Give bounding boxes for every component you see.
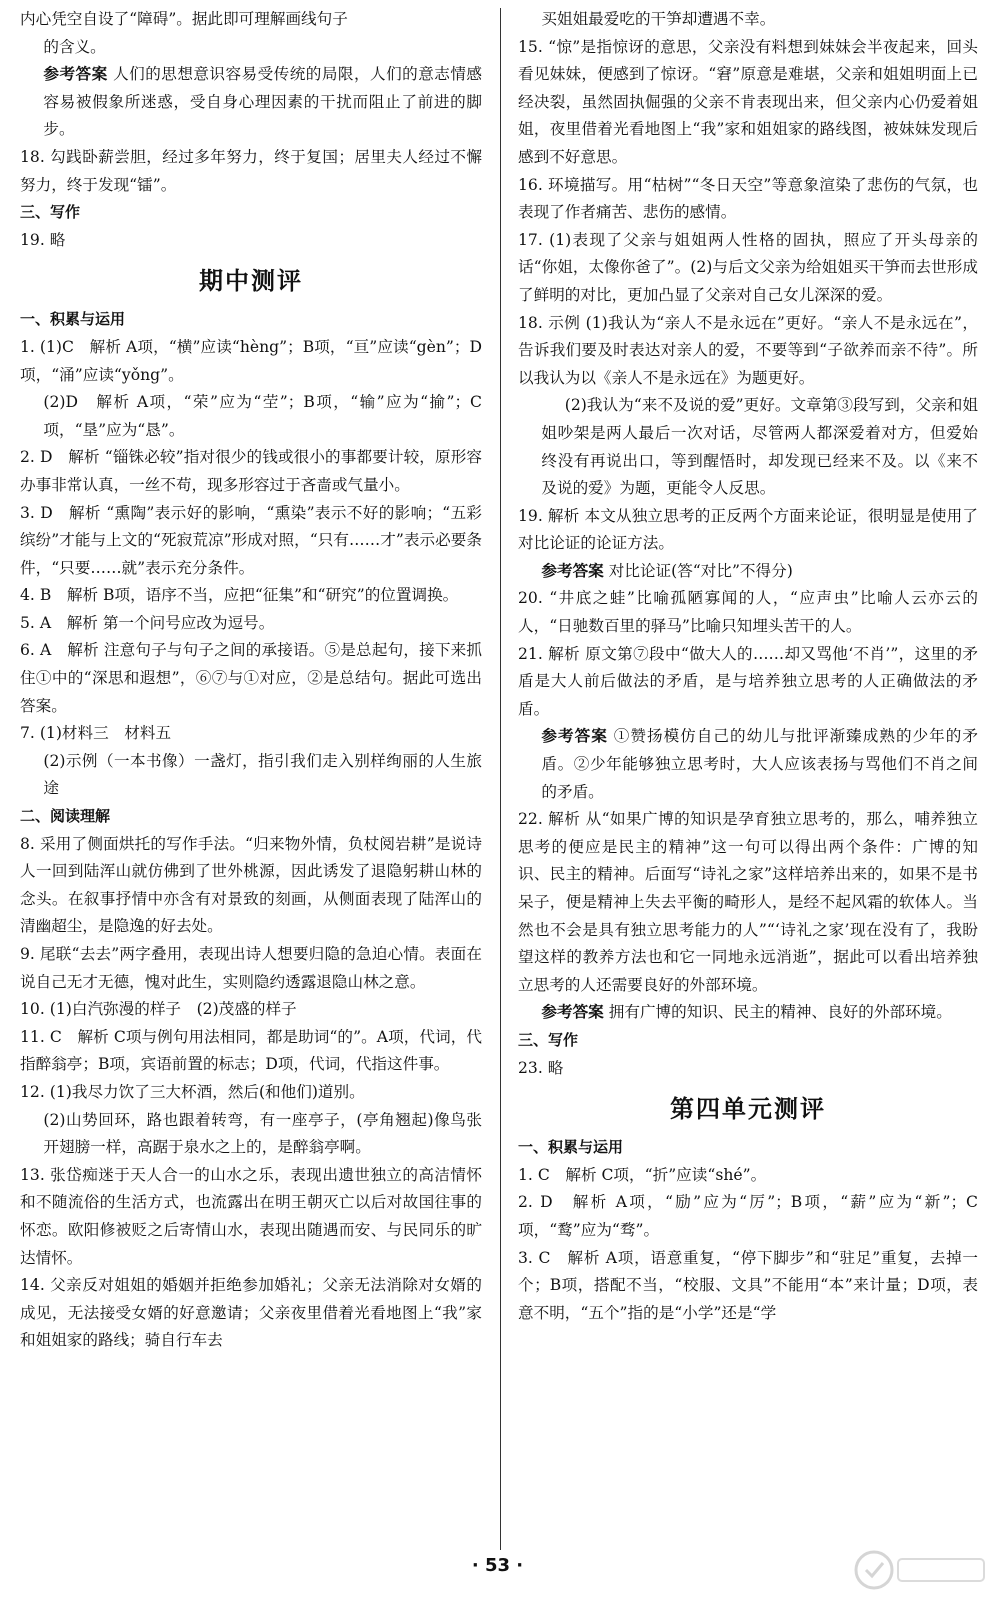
column-divider: [500, 8, 501, 1550]
question-12b: (2)山势回环，路也跟着转弯，有一座亭子，(亭角翘起)像鸟张开翅膀一样，高踞于泉水之上的，是醉翁亭啊。: [43, 1110, 482, 1157]
question-19: 19. 略: [20, 230, 66, 249]
question-5: 5. A 解析 第一个问号应改为逗号。: [20, 613, 275, 632]
section-heading: 三、写作: [518, 1030, 579, 1049]
question-8: 8. 采用了侧面烘托的写作手法。“归来物外情，负杖阅岩耕”是说诗人一回到陆浑山就仿佛到了世外桃源，因此诱发了退隐躬耕山林的念头。在叙事抒情中亦含有对景致的刻画，从侧面表现了陆浑山的清幽超尘，是隐逸的好去处。: [20, 834, 482, 936]
question-11: 11. C 解析 C项与例句用法相同，都是助词“的”。A项，代词，代指醉翁亭；B项，宾语前置的标志；D项，代词，代指这件事。: [20, 1027, 482, 1074]
question-3: 3. D 解析 “熏陶”表示好的影响，“熏染”表示不好的影响；“五彩缤纷”才能与上文的“死寂荒凉”形成对照，“只有……才”表示必要条件，“只要……就”表示充分条件。: [20, 503, 482, 577]
text-line: 内心凭空自设了“障碍”。据此即可理解画线句子: [20, 10, 348, 28]
section-heading: 三、写作: [20, 203, 81, 222]
right-column: [518, 6, 978, 1327]
question-1a: 1. (1)C 解析 A项，“横”应读“hèng”；B项，“亘”应读“gèn”；D项，“涌”应读“yǒng”。: [20, 337, 482, 384]
question-9: 9. 尾联“去去”两字叠用，表现出诗人想要归隐的急迫心情。表面在说自己无才无德，愧对此生，实则隐约透露退隐山林之意。: [20, 945, 482, 991]
question-20: 20. “井底之蛙”比喻孤陋寡闻的人，“应声虫”比喻人云亦云的人，“日驰数百里的驿马”比喻只知埋头苦干的人。: [518, 589, 978, 636]
left-column: [20, 6, 482, 1355]
question-16: 16. 环境描写。用“枯树”“冬日天空”等意象渲染了悲伤的气氛，也表现了作者痛苦、悲伤的感情。: [518, 175, 978, 222]
unit-question-1: 1. C 解析 C项，“折”应读“shé”。: [518, 1165, 767, 1184]
question-22a: 22. 解析 从“如果广博的知识是孕育独立思考的，那么，哺养独立思考的便应是民主的精神”这一句可以得出两个条件：广博的知识、民主的精神。后面写“诗礼之家”这样培养出来的，如果不是书呆子，便是精神上失去平衡的畸形人，是经不起风霜的软体人。当然也不会是具有独立思考能力的人”“‘诗礼之家’现在没有了，我盼望这样的教养方法也和它一同地永远消逝”，据此可以看出培养独立思考的人还需要良好的外部环境。: [518, 810, 978, 994]
question-15: 15. “惊”是指惊讶的意思，父亲没有料想到妹妹会半夜起来，回头看见妹妹，便感到了惊讶。“窘”原意是难堪，父亲和姐姐明面上已经决裂，虽然固执倔强的父亲不肯表现出来，但父亲内心仍爱着姐姐，夜里借着光看地图上“我”家和姐姐家的路线图，被妹妹发现后感到不好意思。: [518, 37, 978, 166]
question-7b: (2)示例（一本书像）一盏灯，指引我们走入别样绚丽的人生旅途: [43, 751, 482, 798]
question-1b: (2)D 解析 A项，“荣”应为“茔”；B项，“输”应为“揄”；C项，“垦”应为“恳”。: [43, 393, 482, 439]
answer-block: [518, 999, 978, 1027]
unit-question-3: 3. C 解析 A项，语意重复，“停下脚步”和“驻足”重复，去掉一个；B项，搭配不当，“校服、文具”不能用“本”来计量；D项，表意不明，“五个”指的是“小学”还是“学: [518, 1248, 978, 1322]
answer-label: 参考答案: [541, 1003, 604, 1022]
question-7a: 7. (1)材料三 材料五: [20, 724, 172, 743]
answer-label: 参考答案: [43, 65, 108, 84]
question-6: 6. A 解析 注意句子与句子之间的承接语。⑤是总起句，接下来抓住①中的“深思和遐想”，⑥⑦与①对应，②是总结句。据此可选出答案。: [20, 641, 482, 715]
watermark-logo: [852, 1545, 990, 1595]
answer-text: ①赞扬模仿自己的幼儿与批评渐臻成熟的少年的矛盾。②少年能够独立思考时，大人应该表扬与骂他们不肖之间的矛盾。: [541, 727, 978, 801]
answer-text: 对比论证(答“对比”不得分): [608, 561, 793, 580]
question-21a: 21. 解析 原文第⑦段中“做大人的……却又骂他‘不肖’”，这里的矛盾是大人前后做法的矛盾，是与培养独立思考的人正确做法的矛盾。: [518, 644, 978, 718]
answer-label: 参考答案: [541, 727, 608, 746]
answer-text: 人们的思想意识容易受传统的局限，人们的意志情感容易被假象所迷惑，受自身心理因素的干扰而阻止了前进的脚步。: [43, 65, 482, 139]
question-2: 2. D 解析 “锱铢必较”指对很少的钱或很小的事都要计较，原形容办事非常认真，一丝不苟，现多形容过于吝啬或气量小。: [20, 448, 482, 494]
question-12a: 12. (1)我尽力饮了三大杯酒，然后(和他们)道别。: [20, 1082, 365, 1101]
question-10: 10. (1)白汽弥漫的样子 (2)茂盛的样子: [20, 1000, 297, 1019]
page-number: · 53 ·: [471, 1555, 524, 1576]
midterm-title: 期中测评: [199, 267, 303, 296]
answer-label: 参考答案: [541, 561, 604, 580]
answer-block: [20, 61, 482, 144]
text-line: 买姐姐最爱吃的干笋却遭遇不幸。: [541, 10, 776, 28]
section-heading: 二、阅读理解: [20, 807, 111, 826]
question-17: 17. (1)表现了父亲与姐姐两人性格的固执，照应了开头母亲的话“你姐，太像你爸了”。(2)与后文父亲为给姐姐买干笋而去世形成了鲜明的对比，更加凸显了父亲对自己女儿深深的爱。: [518, 230, 978, 304]
question-19a: 19. 解析 本文从独立思考的正反两个方面来论证，很明显是使用了对比论证的论证方法。: [518, 506, 978, 553]
question-4: 4. B 解析 B项，语序不当，应把“征集”和“研究”的位置调换。: [20, 586, 459, 605]
answer-block: [518, 723, 978, 806]
section-heading: 一、积累与运用: [20, 310, 126, 329]
text-line: 的含义。: [43, 37, 106, 56]
question-18a: 18. 示例 (1)我认为“亲人不是永远在”更好。“亲人不是永远在”，告诉我们要及时表达对亲人的爱，不要等到“子欲养而亲不待”。所以我认为以《亲人不是永远在》为题更好。: [518, 313, 978, 387]
section-heading: 一、积累与运用: [518, 1138, 624, 1157]
answer-block: [518, 558, 978, 586]
unit-question-2: 2. D 解析 A项，“励”应为“厉”；B项，“薪”应为“新”；C项，“鹜”应为“骛”。: [518, 1193, 978, 1239]
question-14: 14. 父亲反对姐姐的婚姻并拒绝参加婚礼；父亲无法消除对女婿的成见，无法接受女婿的好意邀请；父亲夜里借着光看地图上“我”家和姐姐家的路线；骑自行车去: [20, 1276, 482, 1350]
question-18b: (2)我认为“来不及说的爱”更好。文章第③段写到，父亲和姐姐吵架是两人最后一次对话，尽管两人都深爱着对方，但爱始终没有再说出口，等到醒悟时，却发现已经来不及。以《来不及说的爱》为题，更能令人反思。: [541, 396, 978, 498]
question-18: 18. 勾践卧薪尝胆，经过多年努力，终于复国；居里夫人经过不懈努力，终于发现“镭”。: [20, 147, 482, 194]
answer-text: 拥有广博的知识、民主的精神、良好的外部环境。: [608, 1003, 952, 1022]
question-23: 23. 略: [518, 1058, 564, 1077]
unit4-title: 第四单元测评: [670, 1095, 826, 1124]
question-13: 13. 张岱痴迷于天人合一的山水之乐，表现出遗世独立的高洁情怀和不随流俗的生活方式，也流露出在明王朝灭亡以后对故国往事的怀恋。欧阳修被贬之后寄情山水，表现出随遇而安、与民同乐的旷达情怀。: [20, 1165, 482, 1267]
